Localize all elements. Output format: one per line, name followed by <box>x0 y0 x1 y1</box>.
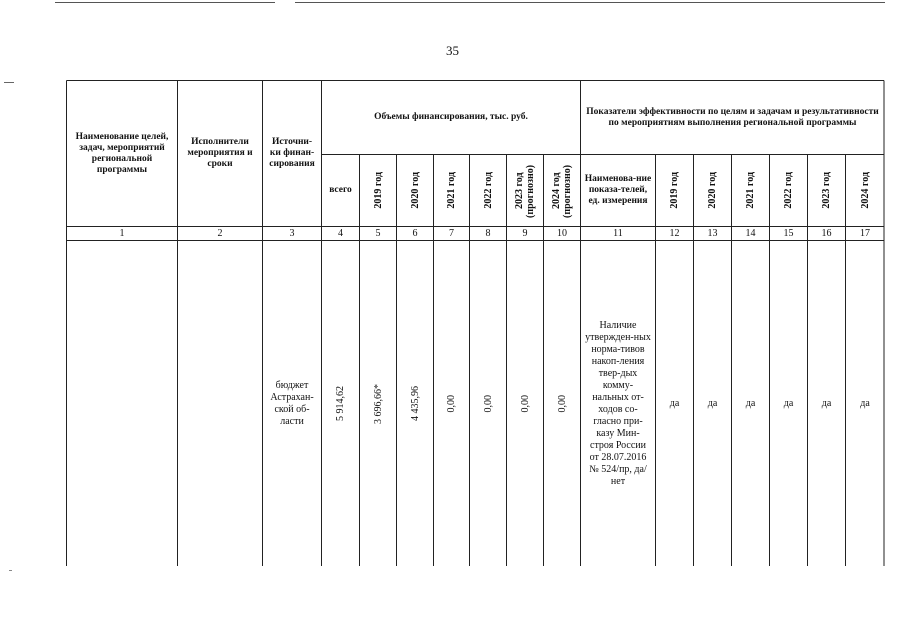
header-sources: Источни-ки финан-сирования <box>269 137 315 169</box>
header-ind-2020 <box>694 155 731 226</box>
row-2020-text: 4 435,96 <box>409 386 421 421</box>
col-number-3: 3 <box>289 228 295 239</box>
top-scan-line-right <box>295 2 885 3</box>
header-2022-text: 2022 год <box>482 172 494 209</box>
header-total: всего <box>329 185 352 195</box>
page-number: 35 <box>446 43 459 58</box>
col-number-14: 14 <box>745 228 756 239</box>
col-number-8: 8 <box>485 228 491 239</box>
header-2019-text: 2019 год <box>372 172 384 209</box>
row-ind-2020: да <box>707 397 718 409</box>
col-number-17: 17 <box>860 228 870 239</box>
col-number-16: 16 <box>821 228 832 239</box>
header-ind-2024 <box>846 155 884 226</box>
financing-table <box>66 80 884 566</box>
header-ind-2022-text: 2022 год <box>783 172 794 209</box>
header-2021-text: 2021 год <box>446 172 457 209</box>
col-number-6: 6 <box>412 228 418 239</box>
row-total-text: 5 914,62 <box>335 386 346 421</box>
col-number-7: 7 <box>449 228 454 239</box>
header-ind-2019 <box>656 155 693 226</box>
row-2021-text: 0,00 <box>446 394 457 413</box>
header-ind-2024-text: 2024 год <box>859 172 871 209</box>
margin-tick <box>9 570 12 571</box>
row-2022 <box>470 241 506 566</box>
header-ind-2019-text: 2019 год <box>669 172 680 209</box>
row-2024-text: 0,00 <box>556 394 568 413</box>
header-2019 <box>360 155 396 226</box>
row-ind-2023: да <box>821 397 832 409</box>
col-number-2: 2 <box>217 228 223 239</box>
row-2019 <box>360 241 396 566</box>
header-executors: Исполнители мероприятия и сроки <box>187 137 253 169</box>
row-funding-source: бюджет Астрахан-ской об-ласти <box>270 379 314 427</box>
header-efficiency-indicators: Показатели эффективности по целям и задачам и результативности по мероприятиям выполнения региональной программы <box>586 106 879 128</box>
row-goal <box>67 241 177 566</box>
row-ind-2019: да <box>669 397 680 409</box>
col-number-13: 13 <box>707 228 718 239</box>
row-indicator: Наличие утвержден-ных норма-тивов накоп-ления твер-дых комму-нальных от-ходов со-гласно при-казу Мин-строя России от 28.07.2016 № 524/пр, да/нет <box>585 319 651 487</box>
header-ind-2022 <box>770 155 807 226</box>
header-2024-text: 2024 год (прогнозно) <box>551 163 573 218</box>
row-2019-text: 3 696,66* <box>372 383 384 424</box>
row-ind-2024: да <box>860 397 870 409</box>
col-number-1: 1 <box>119 228 125 239</box>
row-ind-2022: да <box>783 397 794 409</box>
margin-mark <box>4 82 14 83</box>
row-executors <box>178 241 262 566</box>
header-2020-text: 2020 год <box>409 172 421 209</box>
header-2024 <box>544 155 580 226</box>
row-2020 <box>397 241 433 566</box>
header-2023 <box>507 155 543 226</box>
header-ind-2020-text: 2020 год <box>707 172 718 209</box>
col-number-11: 11 <box>613 228 623 239</box>
row-2024 <box>544 241 580 566</box>
header-ind-2023 <box>808 155 845 226</box>
header-2020 <box>397 155 433 226</box>
row-2023-text: 0,00 <box>519 394 531 413</box>
row-2023 <box>507 241 543 566</box>
row-2021 <box>434 241 469 566</box>
col-number-5: 5 <box>375 228 381 239</box>
header-goals: Наименование целей, задач, мероприятий региональной программы <box>75 131 169 175</box>
header-indicator-name: Наименова-ние показа-телей, ед. измерения <box>584 174 652 206</box>
row-total <box>322 241 359 566</box>
row-2022-text: 0,00 <box>482 394 494 413</box>
col-number-9: 9 <box>522 228 528 239</box>
header-financing-volumes: Объемы финансирования, тыс. руб. <box>374 112 528 122</box>
header-ind-2023-text: 2023 год <box>821 172 832 209</box>
col-number-10: 10 <box>557 228 567 239</box>
header-2022 <box>470 155 506 226</box>
header-2021 <box>434 155 469 226</box>
row-ind-2021: да <box>745 397 756 409</box>
col-number-15: 15 <box>783 228 794 239</box>
header-2023-text: 2023 год (прогнозно) <box>514 163 536 218</box>
header-ind-2021-text: 2021 год <box>745 172 756 209</box>
top-scan-line-left <box>55 2 275 3</box>
header-ind-2021 <box>732 155 769 226</box>
col-number-12: 12 <box>669 228 680 239</box>
col-number-4: 4 <box>338 228 343 239</box>
